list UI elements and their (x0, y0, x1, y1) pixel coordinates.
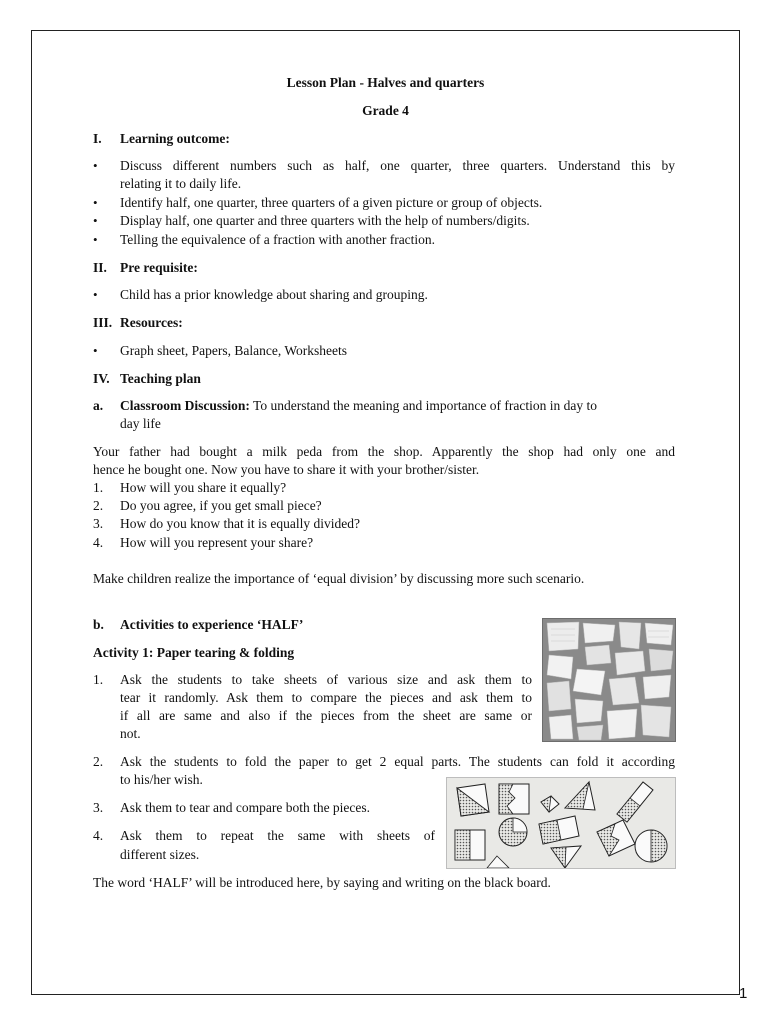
learning-outcome-1: Discuss different numbers such as half, one quarter, three quarters. Understand this by (120, 158, 675, 173)
step-4-line-2: different sizes. (120, 847, 200, 862)
learning-outcome-1-cont: relating it to daily life. (120, 176, 242, 191)
question-4-number: 4. (93, 535, 104, 550)
step-2-number: 2. (93, 754, 104, 769)
section-2-number: II. (93, 260, 107, 275)
activity-1-heading: Activity 1: Paper tearing & folding (93, 645, 295, 660)
step-1-line-2: tear it randomly. Ask them to compare the pieces and ask them to (120, 690, 532, 705)
section-1-heading: Learning outcome: (120, 131, 230, 146)
closing-text: The word ‘HALF’ will be introduced here, by saying and writing on the black board. (93, 875, 551, 890)
question-1-number: 1. (93, 480, 104, 495)
step-3-number: 3. (93, 800, 104, 815)
section-1-number: I. (93, 131, 102, 146)
part-a-text: To understand the meaning and importance of fraction in day to (249, 398, 597, 413)
section-4-heading: Teaching plan (120, 371, 201, 386)
learning-outcome-3: Display half, one quarter and three quarters with the help of numbers/digits. (120, 213, 530, 228)
question-4-text: How will you represent your share? (120, 535, 314, 550)
step-2-line-1: Ask the students to fold the paper to get 2 equal parts. The students can fold it according (120, 754, 675, 769)
shapes-halves-illustration (447, 778, 676, 869)
learning-outcome-4: Telling the equivalence of a fraction with another fraction. (120, 232, 436, 247)
step-4-number: 4. (93, 828, 104, 843)
bullet-icon: • (93, 287, 98, 302)
prerequisite-text: Child has a prior knowledge about sharing and grouping. (120, 287, 428, 302)
part-a-heading: Classroom Discussion: (120, 398, 250, 413)
bullet-icon: • (93, 343, 98, 358)
step-2-line-2: to his/her wish. (120, 772, 203, 787)
torn-paper-illustration (543, 619, 676, 742)
section-3-number: III. (93, 315, 113, 330)
step-1-line-4: not. (120, 726, 141, 741)
page-number: 1 (739, 985, 748, 1002)
part-b-heading: Activities to experience ‘HALF’ (120, 617, 304, 632)
bullet-icon: • (93, 158, 98, 173)
question-2-number: 2. (93, 498, 104, 513)
bullet-icon: • (93, 213, 98, 228)
learning-outcome-2: Identify half, one quarter, three quarters of a given picture or group of objects. (120, 195, 543, 210)
part-b-label: b. (93, 617, 104, 632)
step-3-text: Ask them to tear and compare both the pieces. (120, 800, 371, 815)
part-a-line-1 (120, 397, 597, 415)
bullet-icon: • (93, 232, 98, 247)
section-2-heading: Pre requisite: (120, 260, 198, 275)
question-3-text: How do you know that it is equally divided? (120, 516, 360, 531)
story-line-2: hence he bought one. Now you have to share it with your brother/sister. (93, 462, 480, 477)
part-a-line-2: day life (120, 416, 161, 431)
shapes-halves-image (446, 777, 676, 869)
step-1-line-3: if all are same and also if the pieces from the sheet are same or (120, 708, 532, 723)
bullet-icon: • (93, 195, 98, 210)
grade-label: Grade 4 (362, 103, 409, 118)
section-3-heading: Resources: (120, 315, 183, 330)
step-1-line-1: Ask the students to take sheets of various size and ask them to (120, 672, 532, 687)
torn-paper-image (542, 618, 676, 742)
question-2-text: Do you agree, if you get small piece? (120, 498, 322, 513)
realize-text: Make children realize the importance of ‘equal division’ by discussing more such scenario. (93, 571, 585, 586)
question-1-text: How will you share it equally? (120, 480, 287, 495)
step-1-number: 1. (93, 672, 104, 687)
part-a-label: a. (93, 398, 104, 413)
document-title: Lesson Plan - Halves and quarters (286, 75, 485, 90)
story-line-1: Your father had bought a milk peda from the shop. Apparently the shop had only one and (93, 444, 675, 459)
question-3-number: 3. (93, 516, 104, 531)
resources-text: Graph sheet, Papers, Balance, Worksheets (120, 343, 347, 358)
section-4-number: IV. (93, 371, 110, 386)
step-4-line-1: Ask them to repeat the same with sheets of (120, 828, 435, 843)
